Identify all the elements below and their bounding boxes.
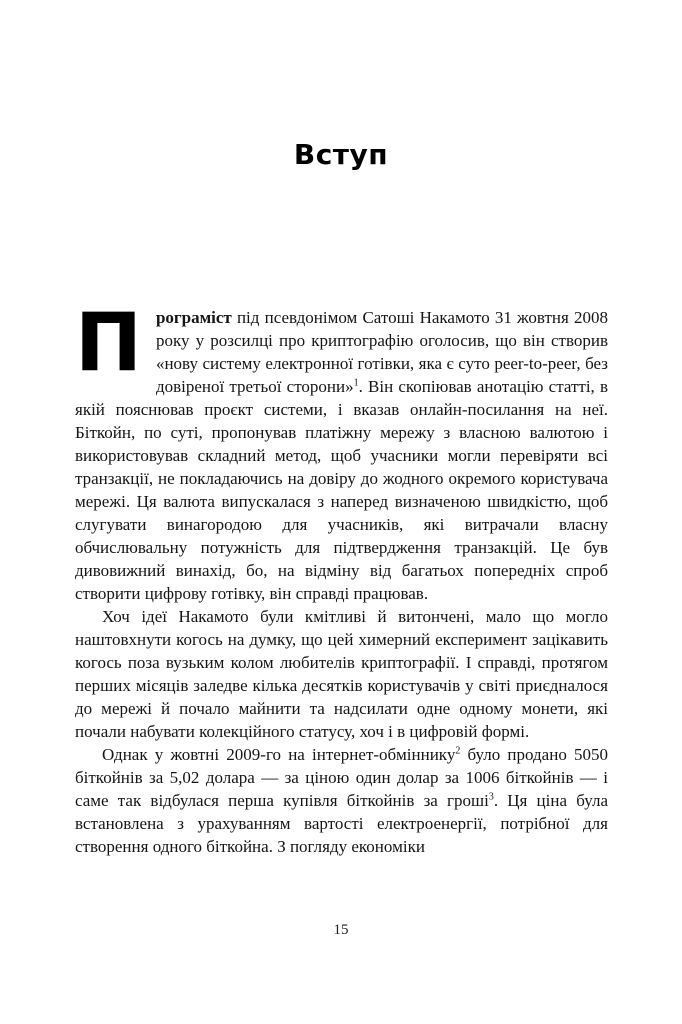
paragraph-3 [75, 743, 608, 858]
paragraph-3-text-b: було продано 5050 біткойнів за 5,02 долара — за ціною один долар за 1006 біткойнів — і саме так відбулася перша купівля біткойнів за гроші [75, 745, 608, 810]
footnote-ref-1: 1 [353, 377, 359, 389]
paragraph-1-text-b: . Він скопіював анотацію статті, в якій пояснював проєкт системи, і вказав онлайн-посилання на неї. Біткойн, по суті, пропонував платіжну мережу з власною валютою і використовував складний метод, щоб учасники могли перевіряти всі транзакції, не покладаючись на довіру до жодного окремого користувача мережі. Ця валюта випускалася з наперед визначеною швидкістю, щоб слугувати винагородою для учасників, які витрачали власну обчислювальну потужність для підтвердження транзакцій. Це був дивовижний винахід, бо, на відміну від багатьох попередніх спроб створити цифрову готівку, він справді працював. [75, 377, 608, 603]
paragraph-3-text-c: . Ця ціна була встановлена з урахуванням вартості електроенергії, потрібної для створення одного біткойна. З погляду економіки [75, 791, 608, 856]
lead-word: рограміст [155, 308, 232, 327]
paragraph-2-text: Хоч ідеї Накамото були кмітливі й витончені, мало що могло наштовхнути когось на думку, що цей химерний експеримент зацікавить когось поза вузьким колом любителів криптографії. І справді, протягом перших місяців заледве кілька десятків користувачів у світі приєдналося до мережі й почало майнити та надсилати одне одному монети, які почали набувати колекційного статусу, хоч і в цифровій формі. [75, 607, 608, 741]
paragraph-3-text-a: Однак у жовтні 2009-го на інтернет-обміннику [102, 745, 456, 764]
footnote-ref-3: 3 [488, 791, 494, 803]
page-number: 15 [333, 922, 349, 938]
footnote-ref-2: 2 [455, 745, 461, 757]
chapter-title: Вступ [293, 138, 389, 171]
paragraph-1-text-a: під псевдонімом Сатоші Накамото 31 жовтня 2008 року у розсилці про криптографію оголосив, що він створив «нову систему електронної готівки, яка є суто peer-to-peer, без довіреної третьої сторони» [155, 308, 608, 396]
dropcap-letter: П [75, 296, 142, 389]
paragraph-2 [75, 605, 608, 743]
body-text [75, 296, 608, 858]
paragraph-1 [75, 296, 608, 605]
